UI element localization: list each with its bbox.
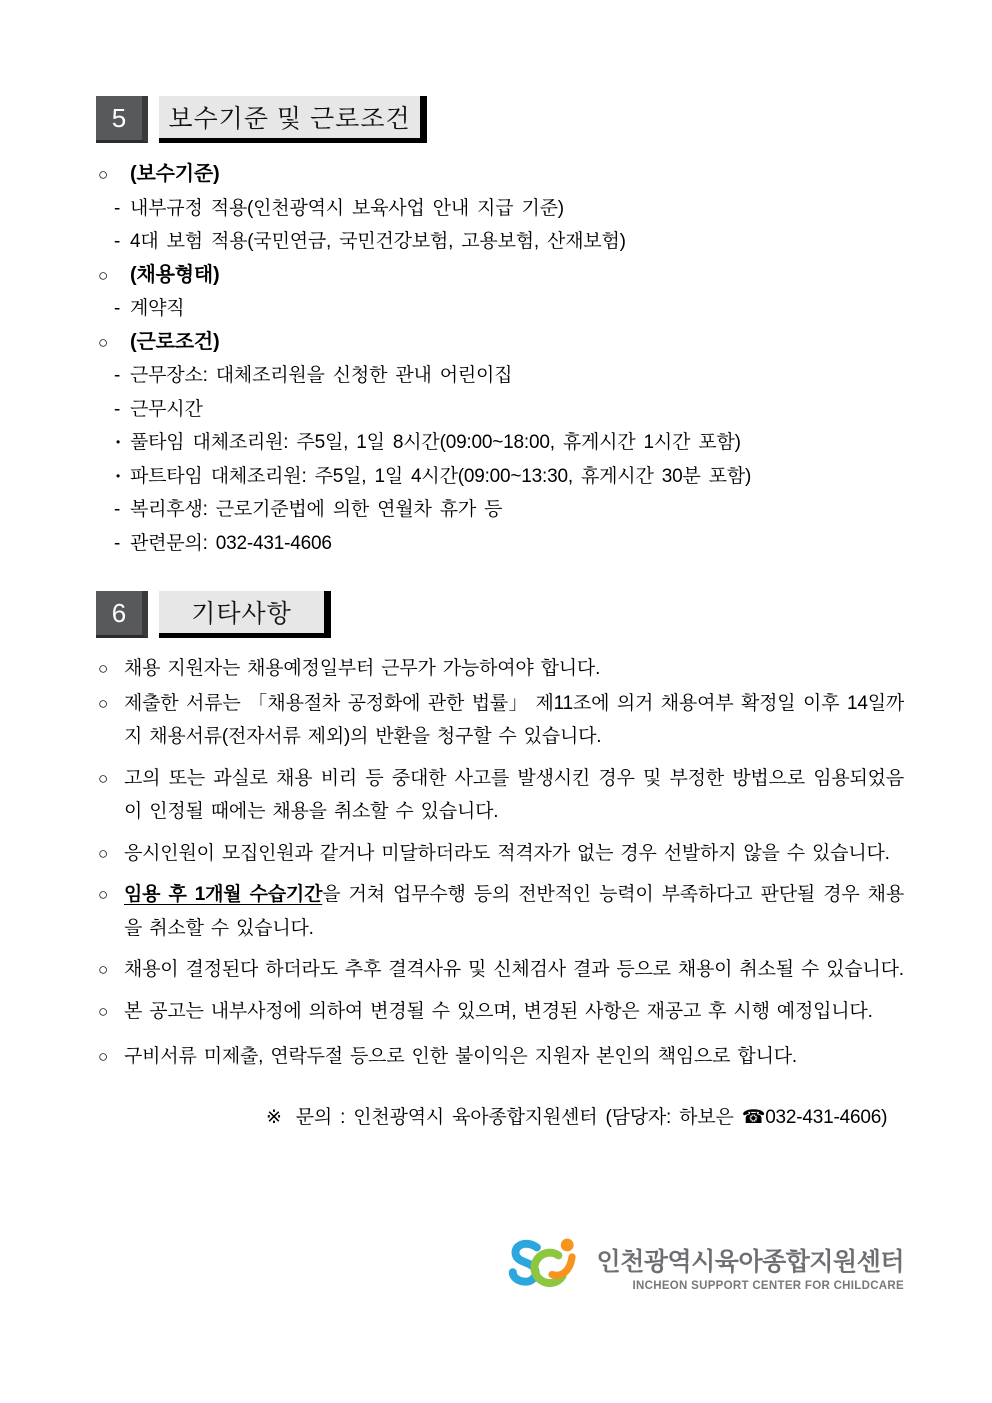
circle-marker: ○	[98, 165, 109, 184]
notice-item	[96, 687, 904, 754]
notice-item	[96, 652, 904, 686]
notice-text: 본 공고는 내부사정에 의하여 변경될 수 있으며, 변경된 사항은 재공고 후 시행 예정입니다.	[124, 1000, 873, 1022]
section5-title-box: 보수기준 및 근로조건	[159, 96, 427, 143]
circle-marker: ○	[98, 332, 109, 352]
section6-body	[96, 652, 904, 1074]
list-item	[96, 460, 904, 494]
notice-item	[96, 762, 904, 829]
section-other-matters	[96, 591, 904, 1074]
notice-item	[96, 995, 904, 1029]
dash-marker: -	[114, 365, 121, 386]
list-item	[96, 326, 904, 360]
list-item	[96, 259, 904, 293]
circle-marker: ○	[98, 885, 109, 904]
list-item	[96, 527, 904, 561]
circle-marker: ○	[98, 768, 109, 788]
list-item	[96, 292, 904, 326]
list-item-label: (보수기준)	[130, 163, 220, 185]
list-item-label: 내부규정 적용(인천광역시 보육사업 안내 지급 기준)	[130, 197, 564, 219]
notice-item	[96, 1040, 904, 1074]
circle-marker: ○	[98, 265, 109, 285]
logo-text-block	[597, 1242, 904, 1292]
contact-text: 문의 : 인천광역시 육아종합지원센터 (담당자: 하보은 ☎032-431-4606)	[295, 1106, 888, 1128]
list-item-label: 풀타임 대체조리원: 주5일, 1일 8시간(09:00~18:00, 휴게시간 1시간 포함)	[130, 432, 741, 453]
circle-marker: ○	[98, 843, 109, 863]
notice-item	[96, 953, 904, 987]
dash-marker: -	[114, 298, 121, 319]
bullet-marker: •	[116, 435, 121, 449]
section5-number-box: 5	[96, 96, 148, 143]
dash-marker: -	[114, 197, 121, 219]
section6-header	[96, 591, 904, 638]
logo-korean-name: 인천광역시육아종합지원센터	[596, 1248, 904, 1276]
list-item	[96, 158, 904, 192]
bullet-marker: •	[116, 468, 121, 483]
circle-marker: ○	[98, 693, 109, 713]
list-item	[96, 493, 904, 527]
circle-marker: ○	[98, 659, 109, 678]
section5-body	[96, 158, 904, 560]
list-item-label: 관련문의: 032-431-4606	[130, 532, 332, 554]
list-item-label: (채용형태)	[130, 263, 220, 286]
list-item	[96, 393, 904, 427]
list-item-label: (근로조건)	[130, 330, 220, 353]
list-item	[96, 225, 904, 259]
dash-marker: -	[114, 499, 121, 520]
notice-text: 고의 또는 과실로 채용 비리 등 중대한 사고를 발생시킨 경우 및 부정한 방법으로 임용되었음이 인정될 때에는 채용을 취소할 수 있습니다.	[124, 767, 904, 822]
logo-english-name: INCHEON SUPPORT CENTER FOR CHILDCARE	[632, 1280, 904, 1292]
dash-marker: -	[114, 532, 121, 554]
list-item-label: 파트타임 대체조리원: 주5일, 1일 4시간(09:00~13:30, 휴게시간 30분 포함)	[130, 465, 752, 487]
notice-item	[96, 878, 904, 945]
list-item-label: 복리후생: 근로기준법에 의한 연월차 휴가 등	[130, 499, 503, 520]
section6-title-box: 기타사항	[159, 591, 331, 638]
organization-logo	[508, 1236, 904, 1299]
section5-header	[96, 96, 904, 143]
list-item-label: 근무시간	[130, 398, 203, 420]
contact-note	[96, 1101, 904, 1134]
emphasized-probation-text: 임용 후 1개월 수습기간	[124, 884, 323, 905]
notice-text: 구비서류 미제출, 연락두절 등으로 인한 불이익은 지원자 본인의 책임으로 합니다.	[124, 1046, 797, 1067]
circle-marker: ○	[98, 1001, 109, 1021]
section-pay-and-working-conditions	[96, 96, 904, 560]
list-item	[96, 192, 904, 226]
list-item-label: 4대 보험 적용(국민연금, 국민건강보험, 고용보험, 산재보험)	[130, 231, 626, 252]
notice-item	[96, 837, 904, 871]
list-item-label: 계약직	[130, 298, 185, 319]
dash-marker: -	[114, 398, 121, 420]
notice-text-rest: 을 거쳐 업무수행 등의 전반적인 능력이 부족하다고 판단될 경우 채용을 취소할 수 있습니다.	[124, 884, 904, 939]
notice-text: 제출한 서류는 「채용절차 공정화에 관한 법률」 제11조에 의거 채용여부 확정일 이후 14일까지 채용서류(전자서류 제외)의 반환을 청구할 수 있습니다.	[124, 692, 904, 747]
circle-marker: ○	[98, 1047, 109, 1066]
notice-text: 응시인원이 모집인원과 같거나 미달하더라도 적격자가 없는 경우 선발하지 않을 수 있습니다.	[124, 842, 890, 864]
logo-area	[96, 1236, 904, 1299]
notice-text	[124, 878, 904, 945]
reference-mark: ※	[266, 1106, 282, 1128]
childcare-center-logo-icon	[508, 1236, 588, 1299]
notice-text: 채용이 결정된다 하더라도 추후 결격사유 및 신체검사 결과 등으로 채용이 취소될 수 있습니다.	[124, 959, 904, 980]
list-item	[96, 359, 904, 393]
circle-marker: ○	[98, 960, 109, 979]
section6-number-box: 6	[96, 591, 148, 638]
notice-text: 채용 지원자는 채용예정일부터 근무가 가능하여야 합니다.	[124, 658, 601, 679]
dash-marker: -	[114, 231, 121, 252]
list-item-label: 근무장소: 대체조리원을 신청한 관내 어린이집	[130, 365, 513, 386]
list-item	[96, 426, 904, 460]
